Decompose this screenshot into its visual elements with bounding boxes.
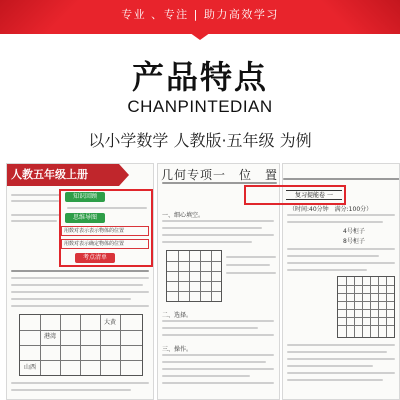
text-line (162, 382, 274, 384)
grid-label: 港湾 (44, 333, 57, 340)
unit-title: 几何专项一 位 置 (160, 168, 278, 182)
text-line (11, 194, 61, 196)
tag-mind-map: 思维导图 (65, 213, 105, 223)
text-line (287, 262, 395, 264)
grid-label: 山西 (24, 364, 37, 371)
divider (283, 178, 400, 180)
text-line (162, 334, 274, 336)
text-line (287, 358, 395, 360)
text-line (287, 255, 379, 257)
text-line (226, 264, 270, 266)
coordinate-grid (337, 276, 395, 338)
text-line (287, 379, 383, 381)
text-line (287, 248, 395, 250)
text-line (162, 241, 252, 243)
text-line (11, 277, 149, 279)
banner-text: 专业 、专注 | 助力高效学习 (121, 8, 279, 21)
review-section-header: 复习提能卷 一 (286, 190, 342, 200)
banner-pointer (186, 30, 214, 40)
highlight-box (244, 185, 346, 205)
text-line (162, 220, 274, 222)
question-heading: 二、选择。 (162, 312, 193, 319)
text-line (287, 351, 387, 353)
text-line (11, 389, 131, 391)
text-line (11, 284, 143, 286)
tag-key-points: 考点清单 (75, 253, 115, 263)
top-banner (0, 0, 400, 34)
text-line (11, 214, 61, 216)
text-line (11, 382, 149, 384)
text-line (226, 256, 276, 258)
divider (162, 182, 277, 184)
text-line (287, 365, 373, 367)
seat-grid (166, 250, 222, 302)
text-line (11, 291, 149, 293)
mind-map-item: 用数对表示表示物体的位置 (61, 226, 149, 236)
text-line (11, 270, 149, 272)
text-line (287, 344, 395, 346)
text-line (11, 298, 131, 300)
text-line (11, 305, 149, 307)
book-page-left (6, 163, 154, 400)
edition-tab: 人教五年级上册 (7, 164, 119, 186)
text-line (287, 269, 367, 271)
text-line (11, 220, 57, 222)
text-line (287, 214, 395, 216)
locker-label: 8号柜子 (343, 238, 365, 245)
grid-diagram (19, 314, 143, 376)
question-heading: 三、操作。 (162, 346, 193, 353)
highlight-box (59, 189, 153, 267)
text-line (226, 272, 276, 274)
time-limit: （时间:40分钟 满分:100分） (289, 206, 373, 213)
grid-label: 大黄 (104, 319, 117, 326)
page-title: 产品特点 (131, 58, 268, 96)
text-line (287, 221, 383, 223)
pinyin-subtitle: CHANPINTEDIAN (127, 97, 273, 116)
tag-knowledge-review: 知识回顾 (65, 192, 105, 202)
text-line (162, 327, 258, 329)
text-line (162, 354, 274, 356)
text-line (162, 368, 274, 370)
mind-map-item: 用数对表示确定物体的位置 (61, 239, 149, 249)
locker-label: 4号柜子 (343, 228, 365, 235)
text-line (162, 234, 274, 236)
text-line (162, 361, 266, 363)
text-line (287, 372, 395, 374)
text-line (162, 375, 250, 377)
text-line (162, 320, 274, 322)
edition-subtitle: 以小学数学 人教版·五年级 为例 (88, 131, 312, 150)
text-line (11, 200, 59, 202)
question-heading: 一、细心填空。 (162, 212, 205, 219)
text-line (162, 227, 262, 229)
